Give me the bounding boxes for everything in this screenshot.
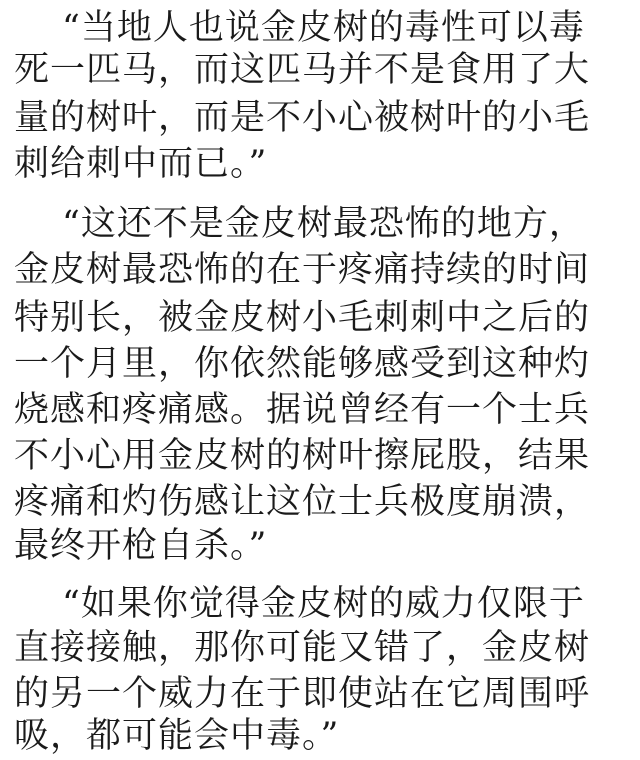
paragraph-1-line-3: 量的树叶，而是不小心被树叶的小毛 <box>14 98 591 138</box>
paragraph-2-line-3: 特别长，被金皮树小毛刺刺中之后的 <box>14 298 591 338</box>
paragraph-2-line-4: 一个月里，你依然能够感受到这种灼 <box>14 344 591 384</box>
paragraph-2-line-8: 最终开枪自杀。” <box>14 526 268 566</box>
paragraph-2-line-1: “这还不是金皮树最恐怖的地方， <box>62 204 585 244</box>
paragraph-3-line-3: 的另一个威力在于即使站在它周围呼 <box>14 674 591 714</box>
paragraph-3-line-2: 直接接触，那你可能又错了，金皮树 <box>14 628 591 668</box>
paragraph-1-line-2: 死一匹马，而这匹马并不是食用了大 <box>14 50 591 90</box>
paragraph-2-line-2: 金皮树最恐怖的在于疼痛持续的时间 <box>14 250 591 290</box>
paragraph-2-line-6: 不小心用金皮树的树叶擦屁股，结果 <box>14 436 591 476</box>
paragraph-2-line-5: 烧感和疼痛感。据说曾经有一个士兵 <box>14 390 591 430</box>
paragraph-2-line-7: 疼痛和灼伤感让这位士兵极度崩溃， <box>14 482 591 522</box>
paragraph-1-line-1: “当地人也说金皮树的毒性可以毒 <box>62 8 585 48</box>
paragraph-3-line-4: 吸，都可能会中毒。” <box>14 716 340 756</box>
paragraph-1-line-4: 刺给刺中而已。” <box>14 144 268 184</box>
paragraph-3-line-1: “如果你觉得金皮树的威力仅限于 <box>62 584 585 624</box>
